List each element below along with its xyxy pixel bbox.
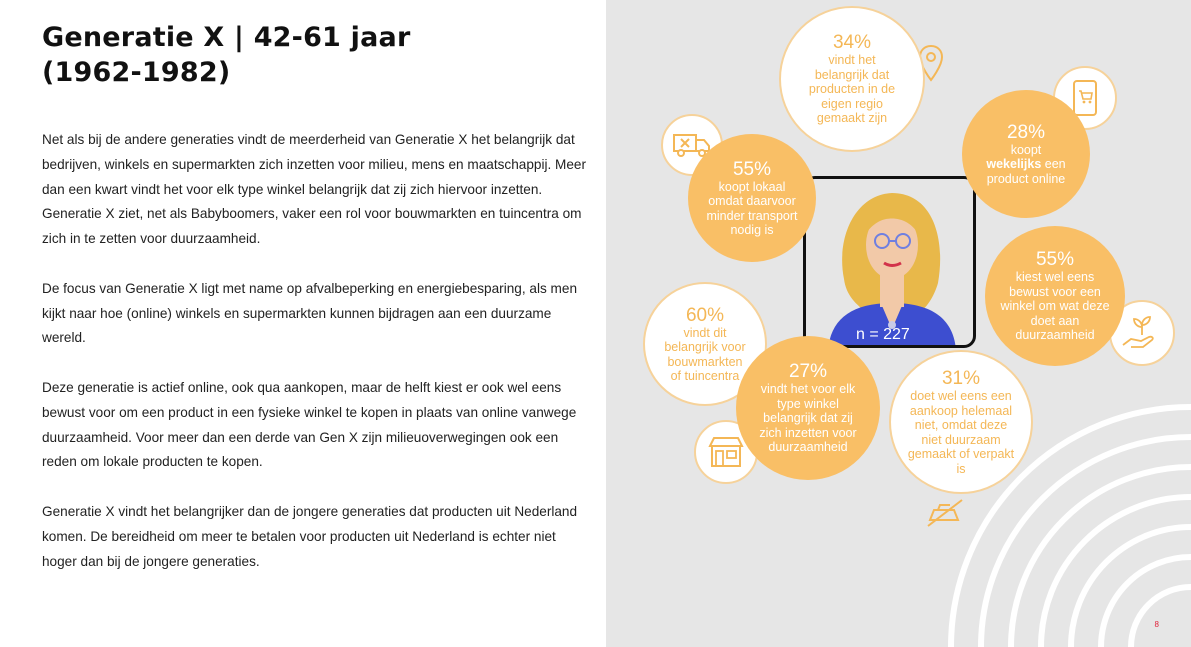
paragraph: Generatie X vindt het belangrijker dan de jongere generaties dat producten uit Nederland komen. De bereidheid om meer te betalen voor producten uit Nederland is echter niet hoger dan bij de jongere generaties. [42, 503, 578, 569]
stat-description: vindt het voor elk type winkel belangrijk dat zij zich inzetten voor duurzaamheid [759, 382, 857, 455]
stat-bubble-fysiek [985, 226, 1125, 366]
infographic-panel [606, 0, 1191, 647]
title-line-1: Generatie X | 42-61 jaar [42, 22, 411, 53]
stat-percentage: 60% [685, 304, 725, 326]
stat-bubble-verpakt [889, 350, 1033, 494]
page-number: 8 [1154, 620, 1159, 629]
persona-portrait [803, 176, 976, 348]
stat-percentage: 31% [941, 368, 981, 389]
stat-description: vindt het belangrijk dat producten in de eigen regio gemaakt zijn [808, 53, 896, 126]
stat-description [980, 143, 1072, 187]
stat-description: kiest wel eens bewust voor een winkel om wat deze doet aan duurzaamheid [1000, 270, 1110, 343]
stat-text: een product online [986, 157, 1066, 186]
body-text [42, 128, 594, 599]
stat-bubble-lokaal [688, 134, 816, 262]
no-iron-icon [924, 496, 966, 530]
page-title [42, 20, 562, 90]
sample-size-label: n = 227 [856, 326, 910, 343]
stat-percentage: 28% [1006, 121, 1046, 143]
stat-text: koopt [1010, 142, 1042, 157]
paragraph: Net als bij de andere generaties vindt de meerderheid van Generatie X het belangrijk dat bedrijven, winkels en supermarkten zich inzetten voor milieu, mens en maatschappij. Meer dan een kwart vindt het voor elk type winkel belangrijk dat zij zich hiervoor inzetten. Generatie X ziet, net als Babyboomers, vaker een rol voor bouwmarkten en tuincentra om zich in te zetten voor duurzaamheid. [42, 132, 587, 247]
paragraph: De focus van Generatie X ligt met name op afvalbeperking en energiebesparing, als men kijkt naar hoe (online) winkels en supermarkten kunnen bijdragen aan een duurzame wereld. [42, 280, 578, 346]
paragraph: Deze generatie is actief online, ook qua aankopen, maar de helft kiest er ook wel eens bewust voor om een product in een fysieke winkel te kopen in plaats van online vanwege duurzaamheid. Voor meer dan een derde van Gen X zijn milieuoverwegingen ook een reden om lokale producten te kopen. [42, 379, 577, 470]
woman-avatar [806, 179, 976, 348]
title-line-2: (1962-1982) [42, 57, 231, 88]
stat-percentage: 55% [732, 158, 772, 180]
stat-percentage: 34% [832, 32, 872, 54]
stat-bubble-online [962, 90, 1090, 218]
stat-bubble-elk-type [736, 336, 880, 480]
stat-percentage: 27% [788, 361, 828, 383]
stat-text-emphasis: wekelijks [986, 157, 1042, 172]
stat-description: koopt lokaal omdat daarvoor minder transport nodig is [706, 179, 798, 237]
stat-description: vindt dit belangrijk voor bouwmarkten of tuincentra [664, 325, 746, 383]
stat-percentage: 55% [1035, 249, 1075, 271]
stat-bubble-regio [779, 6, 925, 152]
stat-description: doet wel eens een aankoop helemaal niet, omdat deze niet duurzaam gemaakt of verpakt is [907, 389, 1015, 476]
